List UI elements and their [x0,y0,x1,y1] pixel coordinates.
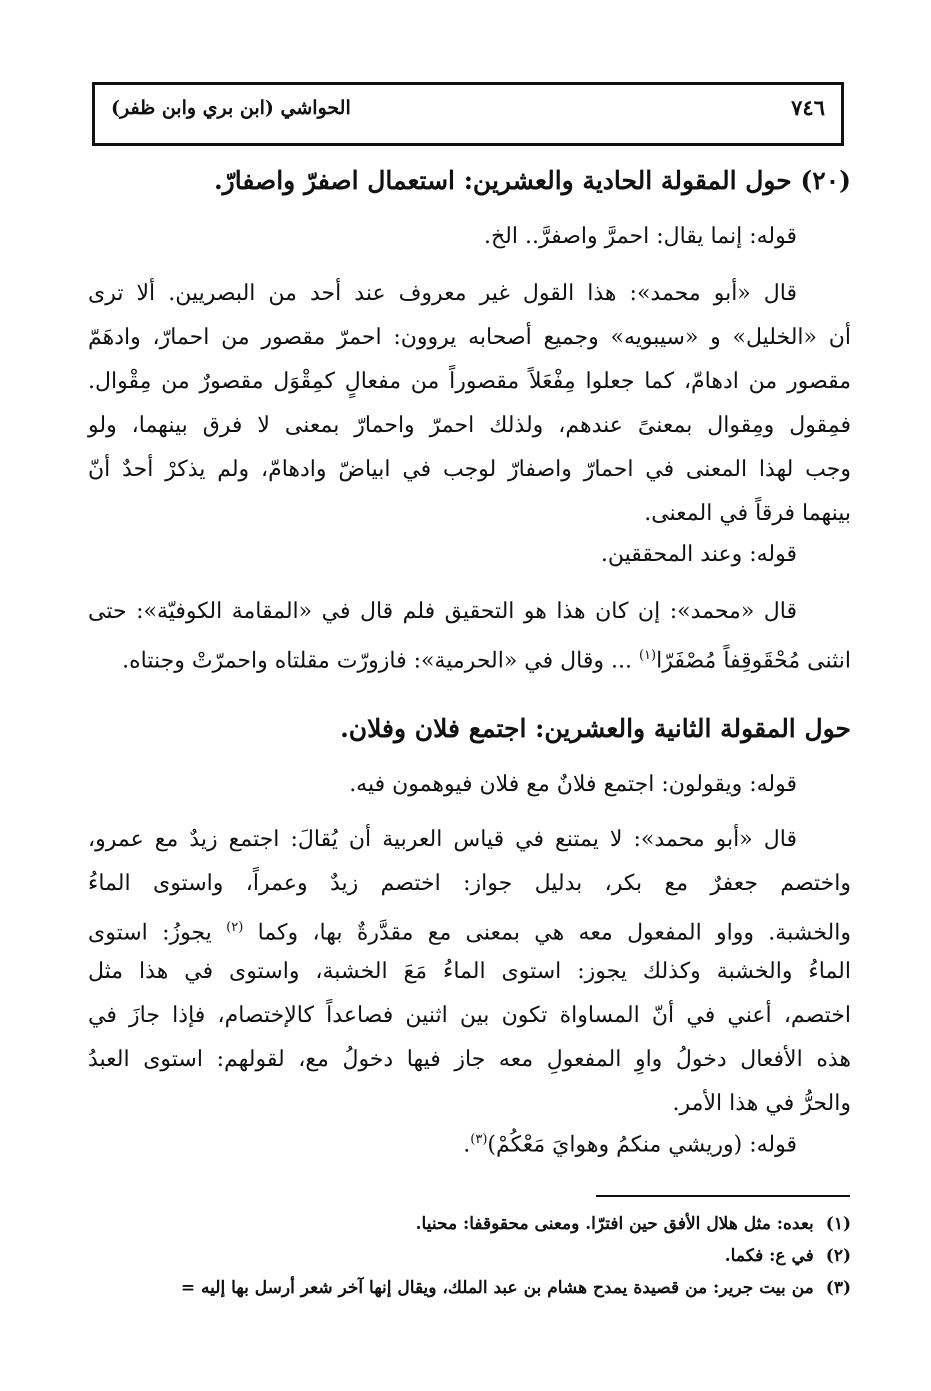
paragraph-line: الماءُ والخشبة وكذلك يجوز: استوى الماءُ مَعَ الخشبة، واستوى في هذا مثل [88,959,851,984]
paragraph-line [88,906,851,950]
section-20-quote-2: قوله: وعند المحققين. [600,542,797,567]
footnote-rule [596,1195,850,1197]
footnote-text: في ع: فكما. [724,1246,814,1266]
paragraph-line-head: والخشبة. وواو المفعول معه هي بمعنى مع مقدَّرةٌ بها، وكما [257,920,851,946]
paragraph-line: فمِقول ومِقوال بمعنىً عندهم، ولذلك احمرّ واحمارّ بمعنى لا فرق بينهما، ولو [88,413,851,438]
section-21-paragraph [88,818,851,1126]
running-header [92,82,844,146]
running-title: الحواشي (ابن بري وابن ظفر) [111,97,351,119]
paragraph-line: مقصور من ادهامّ، كما جعلوا مِفْعَلاً مقصوراً من مفعالٍ كمِقْوَل مقصورٌ من مِقْوال. [88,369,851,394]
paragraph-line-tail: يجوزُ: استوى [88,920,212,946]
verse-quote: انثنى مُحْقَوقِفاً مُصْفَرّا [656,648,851,674]
paragraph-line: واختصم جعفرٌ مع بكر، بدليل جواز: اختصم زيدٌ وعمراً، واستوى الماءُ [88,871,851,896]
section-21-heading: حول المقولة الثانية والعشرين: اجتمع فلان وفلان. [340,714,851,743]
paragraph-line: قال «أبو محمد»: هذا القول غير معروف عند أحد من البصريين. ألا ترى [88,281,797,306]
footnote-3 [88,1278,851,1298]
paragraph-line: اختصم، أعني في أنّ المساواة تكون بين اثنين فصاعداً كالإختصام، فإذا جازَ في [88,1003,851,1028]
footnote-2 [88,1246,851,1266]
paragraph-line: وجب لهذا المعنى في احمارّ واصفارّ لوجب في ابياضّ وادهامّ، ولم يذكرْ أحدٌ أنّ [88,457,851,482]
footnote-number: (٢) [825,1246,851,1266]
section-20-heading: (٢٠) حول المقولة الحادية والعشرين: استعمال اصفرّ واصفارّ. [213,166,851,195]
footnote-text: من بيت جرير: من قصيدة يمدح هشام بن عبد الملك، ويقال إنها آخر شعر أرسل بها إليه = [180,1278,814,1298]
verse-quote: قوله: (وريشي منكمُ وهوايَ مَعْكُمْ) [487,1132,797,1158]
section-20-quote: قوله: إنما يقال: احمرَّ واصفرَّ.. الخ. [483,224,797,249]
paragraph-line: والحرُّ في هذا الأمر. [672,1091,851,1116]
paragraph-line: قال «محمد»: إن كان هذا هو التحقيق فلم قال في «المقامة الكوفيّة»: حتى [88,599,797,624]
section-21-quote: قوله: ويقولون: اجتمع فلانٌ مع فلان فيوهمون فيه. [349,772,797,797]
footnote-number: (٣) [825,1278,851,1298]
footnote-ref-2: (٢) [226,920,244,935]
section-20-paragraph [88,272,851,536]
footnote-ref-3: (٣) [470,1132,488,1147]
paragraph-line: بينهما فرقاً في المعنى. [644,501,851,526]
section-20-paragraph-2 [88,590,851,678]
paragraph-line: هذه الأفعال دخولُ واوِ المفعولِ معه جاز فيها دخولُ مع، لقولهم: استوى العبدُ [88,1047,851,1072]
paragraph-line-tail: ... وقال في «الحرمية»: فازورّت مقلتاه واحمرّتْ وجنتاه. [122,648,632,674]
paragraph-line: أن «الخليل» و «سيبويه» وجميع أصحابه يروون: احمرّ مقصور من احمارّ، وادهَمّ [88,325,851,350]
paragraph-line: قال «أبو محمد»: لا يمتنع في قياس العربية أن يُقالَ: اجتمع زيدٌ مع عمرو، [88,827,797,852]
footnote-text: بعده: مثل هلال الأفق حين افترّا. ومعنى محقوقفا: محنيا. [415,1214,814,1234]
footnote-number: (١) [825,1214,851,1234]
section-21-quote-2: قوله: (وريشي منكمُ وهوايَ مَعْكُمْ)$^{(٣)}$. [463,1132,797,1158]
paragraph-line [88,634,851,678]
footnote-1 [88,1214,851,1234]
footnote-ref-1: (١) [638,648,657,663]
page-number: ٧٤٦ [791,95,825,120]
